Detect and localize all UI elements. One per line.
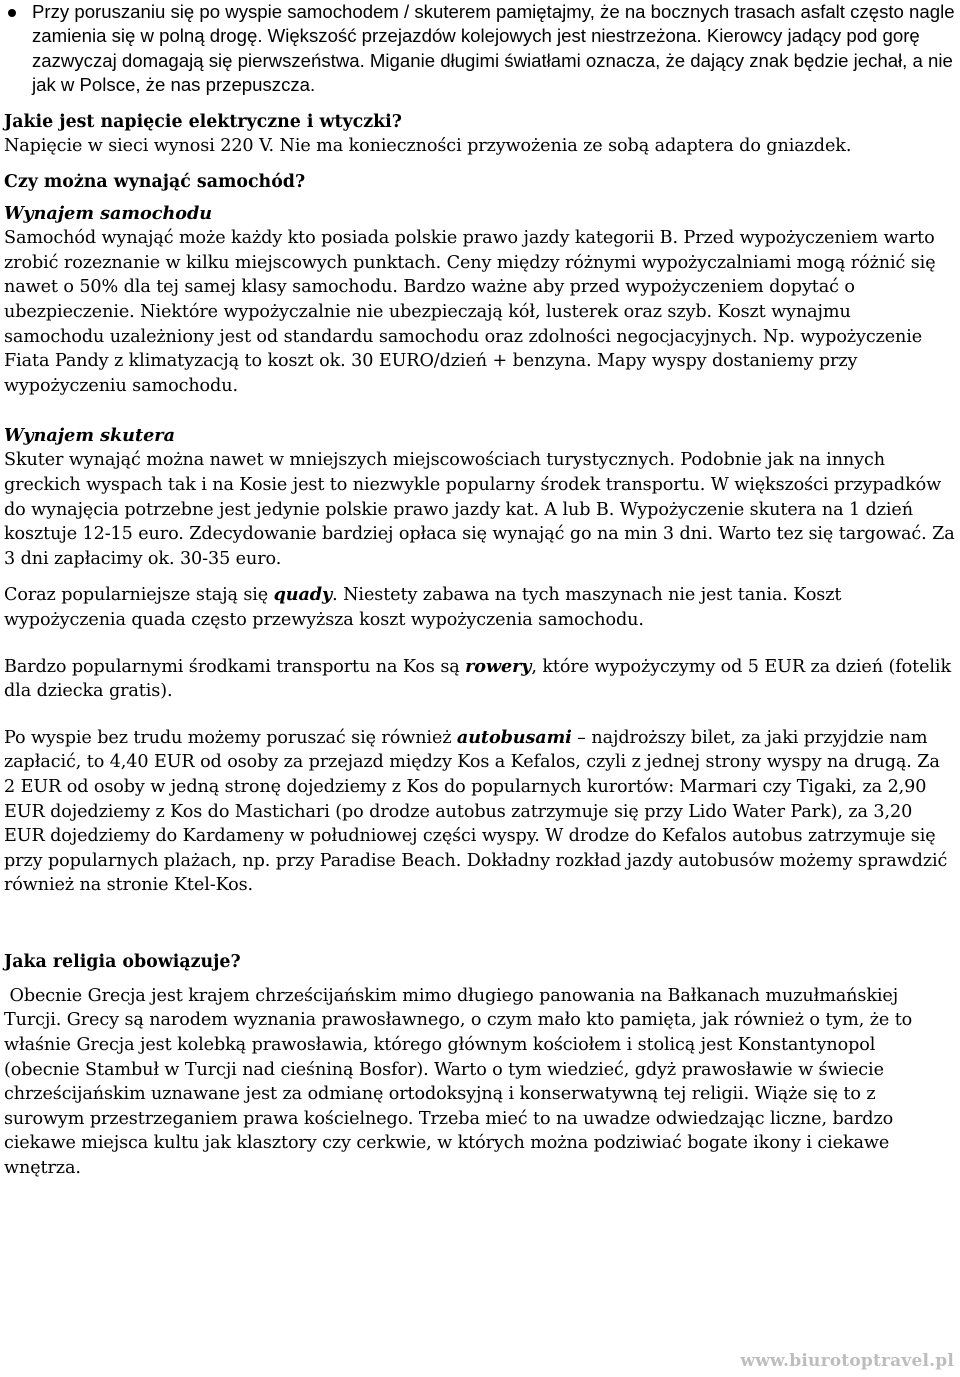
car-rental-question: Czy można wynająć samochód? xyxy=(4,172,306,193)
scooter-rental-text: Skuter wynająć można nawet w mniejszych miejscowościach turystycznych. Podobnie jak na innych greckich wyspach tak i na Kosie jest to niezwykle popularny środek transportu. W większości przypadków do wynajęcia potrzebne jest jedynie polskie prawo jazdy kat. A lub B. Wypożyczenie skutera na 1 dzień kosztuje 12-15 euro. Zdecydowanie bardziej opłaca się wynająć go na min 3 dni. Warto tez się targować. Za 3 dni zapłacimy ok. 30-35 euro. xyxy=(4,450,955,569)
buses-text-before: Po wyspie bez trudu możemy poruszać się również xyxy=(4,727,457,748)
quad-emphasis: quady xyxy=(273,584,333,606)
religion-text: Obecnie Grecja jest krajem chrześcijańskim mimo długiego panowania na Bałkanach muzułmańskiej Turcji. Grecy są narodem wyznania prawosławnego, o czym mało kto pamięta, jak również o tym, że to właśnie Grecja jest kolebką prawosławia, którego głównym kościołem i stolicą jest Konstantynopol (obecnie Stambuł w Turcji nad cieśniną Bosfor). Warto o tym wiedzieć, gdyż prawosławie w świecie chrześcijańskim uznawane jest za odmianę ortodoksyjną i konserwatywną tej religii. Wiąże się to z surowym przestrzeganiem prawa kościelnego. Trzeba mieć to na uwadze odwiedzając liczne, bardzo ciekawe miejsca kultu jak klasztory czy cerkwie, w których można podziwiać bogate ikony i ciekawe wnętrza. xyxy=(4,985,918,1179)
bikes-emphasis: rowery xyxy=(465,655,532,677)
quad-text-before: Coraz popularniejsze stają się xyxy=(4,585,274,606)
bikes-text-after: , które wypożyczymy od 5 EUR za dzień (fotelik dla dziecka gratis). xyxy=(4,656,952,702)
voltage-text: Napięcie w sieci wynosi 220 V. Nie ma konieczności przywożenia ze sobą adaptera do gniazdek. xyxy=(4,135,852,156)
buses-paragraph xyxy=(4,726,956,898)
car-rental-heading: Wynajem samochodu xyxy=(4,203,213,225)
car-rental-text: Samochód wynająć może każdy kto posiada polskie prawo jazdy kategorii B. Przed wypożyczeniem warto zrobić rozeznanie w kilku miejscowych punktach. Ceny między różnymi wypożyczalniami mogą różnić się nawet o 50% dla tej samej klasy samochodu. Bardzo ważne aby przed wypożyczeniem dopytać o ubezpieczenie. Niektóre wypożyczalnie nie ubezpieczają kół, lusterek oraz szyb. Koszt wynajmu samochodu uzależniony jest od standardu samochodu oraz zdolności negocjacyjnych. Np. wypożyczenie Fiata Pandy z klimatyzacją to koszt ok. 30 EURO/dzień + benzyna. Mapy wyspy dostaniemy przy wypożyczeniu samochodu. xyxy=(4,228,936,396)
website-footer: www.biurotoptravel.pl xyxy=(740,1351,954,1371)
scooter-rental-heading: Wynajem skutera xyxy=(4,425,175,447)
quad-text-after: . Niestety zabawa na tych maszynach nie jest tania. Koszt wypożyczenia quada często przewyższa koszt wypożyczenia samochodu. xyxy=(4,585,842,630)
bikes-text-before: Bardzo popularnymi środkami transportu na Kos są xyxy=(4,656,466,677)
buses-emphasis: autobusami xyxy=(456,726,572,748)
document-page xyxy=(4,0,956,1181)
buses-text-after: – najdroższy bilet, za jaki przyjdzie nam zapłacić, to 4,40 EUR od osoby za przejazd między Kos a Kefalos, czyli z jednej strony wyspy na drugą. Za 2 EUR od osoby w jedną stronę dojedziemy z Kos do popularnych kurortów: Marmari czy Tigaki, za 2,90 EUR dojedziemy z Kos do Mastichari (po drodze autobus zatrzymuje się przy Lido Water Park), za 3,20 EUR dojedziemy do Kardameny w południowej części wyspy. W drodze do Kefalos autobus zatrzymuje się przy popularnych plażach, np. przy Paradise Beach. Dokładny rozkład jazdy autobusów możemy sprawdzić również na stronie Ktel-Kos. xyxy=(4,727,948,896)
bullet-icon xyxy=(8,9,16,17)
religion-heading: Jaka religia obowiązuje? xyxy=(4,951,241,972)
driving-tips-text: Przy poruszaniu się po wyspie samochodem / skuterem pamiętajmy, że na bocznych trasach asfalt często nagle zamienia się w polną drogę. Większość przejazdów kolejowych jest niestrzeżona. Kierowcy jadący pod gorę zazwyczaj domagają się pierwszeństwa. Miganie długimi światłami oznacza, że dający znak będzie jechał, a nie jak w Polsce, że nas przepuszcza. xyxy=(32,1,955,96)
voltage-heading: Jakie jest napięcie elektryczne i wtyczki? xyxy=(4,111,402,132)
driving-tips-bullet xyxy=(4,0,956,98)
bikes-paragraph xyxy=(4,655,956,704)
quad-paragraph xyxy=(4,583,956,632)
